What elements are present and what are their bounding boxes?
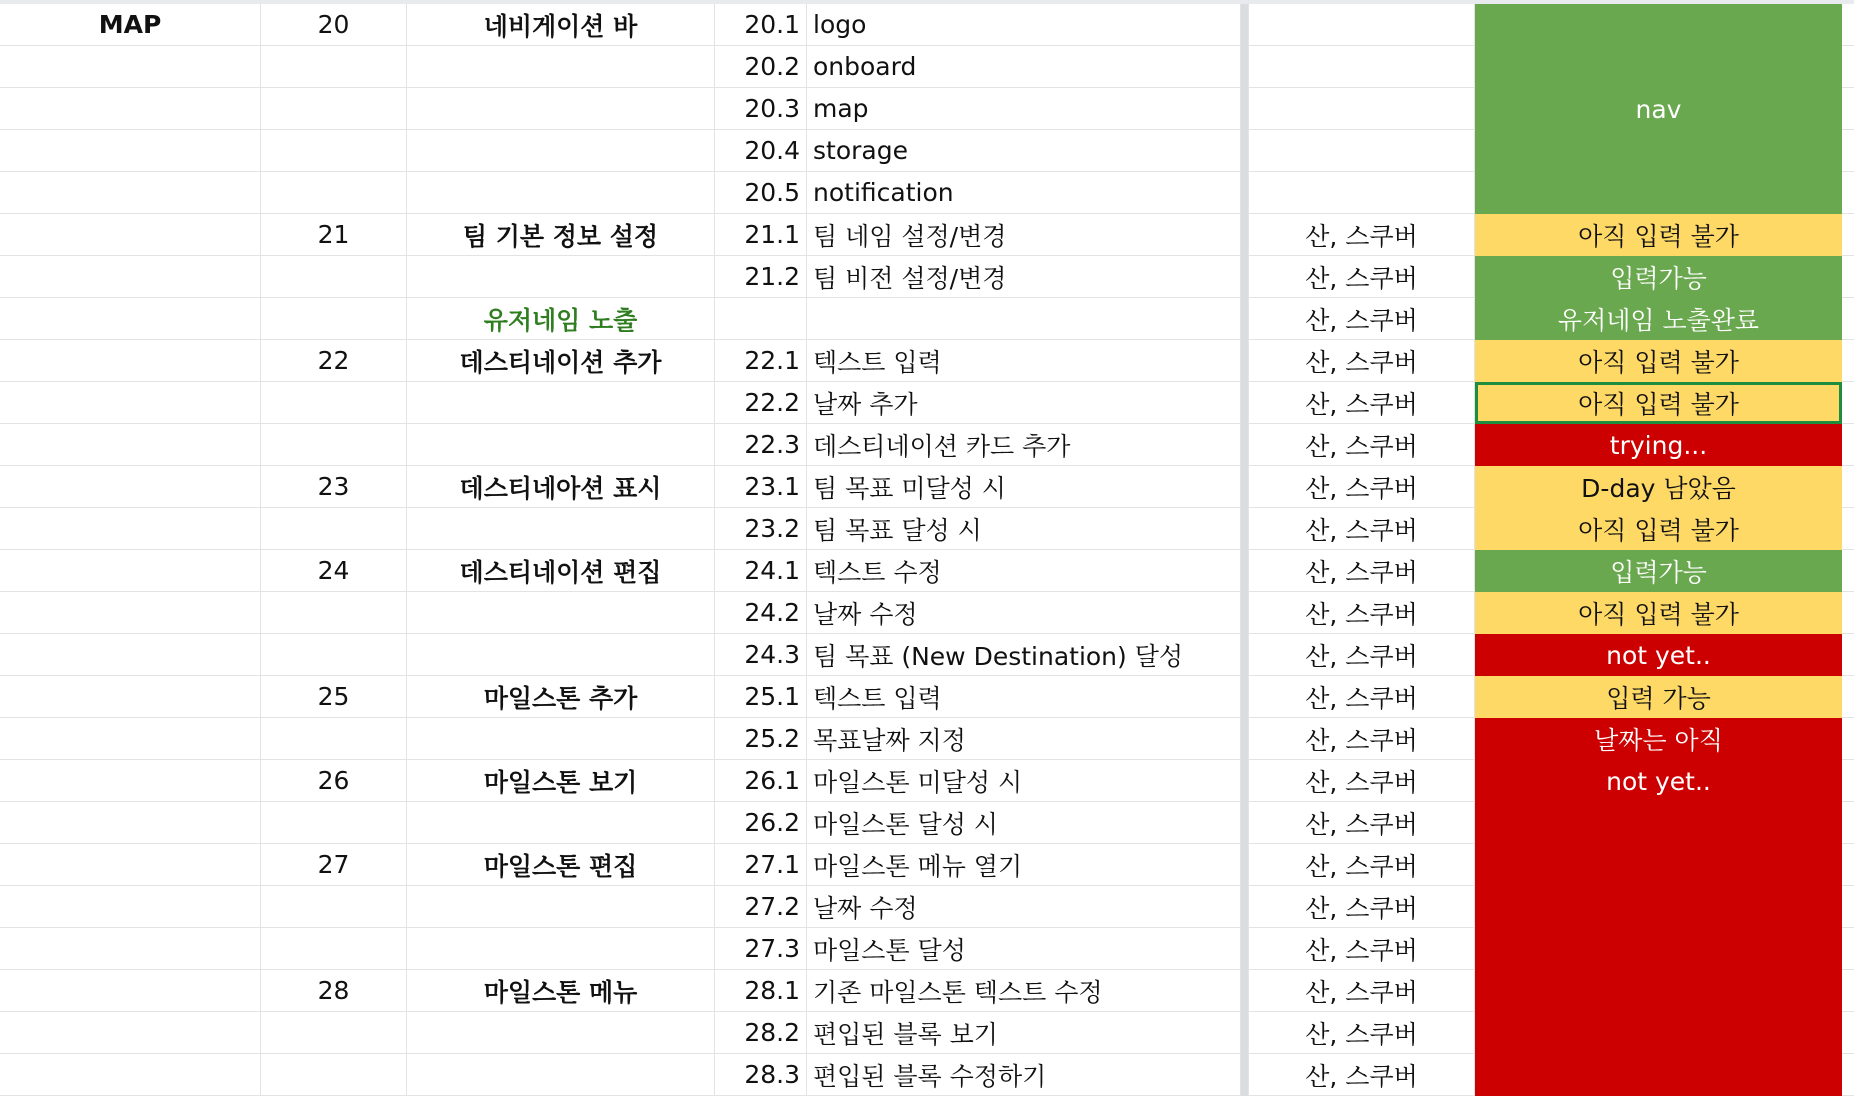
cell-number[interactable] [261,634,407,676]
cell-empty[interactable] [1842,46,1854,88]
cell-status[interactable] [1475,802,1842,844]
cell-feature[interactable]: 데스티네아션 표시 [407,466,715,508]
cell-status[interactable]: 아직 입력 불가 [1475,508,1842,550]
cell-number[interactable] [261,1012,407,1054]
cell-assignee[interactable]: 산, 스쿠버 [1249,214,1475,256]
cell-sub-feature[interactable]: 편입된 블록 수정하기 [807,1054,1241,1096]
table-row [0,1012,1854,1054]
cell-empty[interactable] [1842,928,1854,970]
table-row [0,1054,1854,1096]
cell-status[interactable]: 입력 가능 [1475,676,1842,718]
cell-status[interactable] [1475,130,1842,172]
cell-assignee[interactable]: 산, 스쿠버 [1249,760,1475,802]
cell-section[interactable] [0,508,261,550]
cell-status[interactable] [1475,970,1842,1012]
frozen-divider [1241,4,1249,46]
cell-sub-number[interactable]: 24.2 [715,592,807,634]
cell-assignee[interactable]: 산, 스쿠버 [1249,970,1475,1012]
cell-sub-number[interactable]: 28.2 [715,1012,807,1054]
cell-section[interactable] [0,592,261,634]
cell-number[interactable] [261,172,407,214]
cell-number[interactable] [261,46,407,88]
cell-sub-feature[interactable]: 마일스톤 달성 [807,928,1241,970]
cell-assignee[interactable]: 산, 스쿠버 [1249,676,1475,718]
cell-feature[interactable] [407,508,715,550]
cell-sub-number[interactable]: 24.1 [715,550,807,592]
cell-assignee[interactable]: 산, 스쿠버 [1249,298,1475,340]
table-row [0,340,1854,382]
cell-sub-feature[interactable]: 텍스트 입력 [807,340,1241,382]
cell-empty[interactable] [1842,172,1854,214]
cell-empty[interactable] [1842,88,1854,130]
cell-sub-number[interactable]: 20.1 [715,4,807,46]
cell-empty[interactable] [1842,424,1854,466]
cell-empty[interactable] [1842,634,1854,676]
cell-section[interactable] [0,886,261,928]
cell-sub-number[interactable]: 25.2 [715,718,807,760]
cell-section[interactable] [0,340,261,382]
cell-section[interactable] [0,760,261,802]
cell-assignee[interactable]: 산, 스쿠버 [1249,256,1475,298]
frozen-divider [1241,508,1249,550]
cell-feature[interactable] [407,88,715,130]
cell-feature[interactable]: 데스티네이션 편집 [407,550,715,592]
frozen-divider [1241,592,1249,634]
cell-status[interactable]: 아직 입력 불가 [1475,592,1842,634]
frozen-divider [1241,382,1249,424]
frozen-divider [1241,760,1249,802]
cell-feature[interactable]: 팀 기본 정보 설정 [407,214,715,256]
cell-feature[interactable] [407,424,715,466]
cell-feature[interactable]: 데스티네이션 추가 [407,340,715,382]
cell-section[interactable] [0,634,261,676]
frozen-divider [1241,970,1249,1012]
frozen-divider [1241,802,1249,844]
cell-feature[interactable] [407,886,715,928]
cell-empty[interactable] [1842,508,1854,550]
frozen-divider [1241,886,1249,928]
table-row [0,298,1854,340]
cell-feature[interactable] [407,634,715,676]
cell-status[interactable] [1475,1054,1842,1096]
cell-number[interactable]: 28 [261,970,407,1012]
cell-status[interactable]: 아직 입력 불가 [1475,340,1842,382]
cell-assignee[interactable]: 산, 스쿠버 [1249,634,1475,676]
cell-sub-feature[interactable]: 팀 비전 설정/변경 [807,256,1241,298]
cell-sub-feature[interactable]: 텍스트 입력 [807,676,1241,718]
cell-sub-feature[interactable]: 마일스톤 달성 시 [807,802,1241,844]
cell-status[interactable]: not yet.. [1475,760,1842,802]
cell-sub-feature[interactable]: 팀 목표 미달성 시 [807,466,1241,508]
table-row [0,676,1854,718]
cell-sub-feature[interactable]: logo [807,4,1241,46]
cell-empty[interactable] [1842,676,1854,718]
frozen-divider [1241,88,1249,130]
frozen-divider [1241,550,1249,592]
cell-assignee[interactable]: 산, 스쿠버 [1249,844,1475,886]
frozen-divider [1241,340,1249,382]
frozen-divider [1241,46,1249,88]
cell-empty[interactable] [1842,970,1854,1012]
cell-empty[interactable] [1842,592,1854,634]
cell-sub-number[interactable]: 24.3 [715,634,807,676]
cell-feature[interactable]: 마일스톤 편집 [407,844,715,886]
frozen-divider [1241,424,1249,466]
cell-sub-number[interactable]: 21.2 [715,256,807,298]
cell-number[interactable]: 23 [261,466,407,508]
cell-assignee[interactable]: 산, 스쿠버 [1249,802,1475,844]
cell-number[interactable] [261,886,407,928]
cell-status[interactable]: 유저네임 노출완료 [1475,298,1842,340]
cell-number[interactable]: 25 [261,676,407,718]
frozen-divider [1241,130,1249,172]
cell-section[interactable] [0,382,261,424]
cell-sub-feature[interactable]: onboard [807,46,1241,88]
cell-number[interactable]: 27 [261,844,407,886]
cell-assignee[interactable]: 산, 스쿠버 [1249,1012,1475,1054]
cell-sub-number[interactable]: 23.2 [715,508,807,550]
cell-status[interactable] [1475,4,1842,46]
cell-assignee[interactable] [1249,172,1475,214]
table-row [0,760,1854,802]
cell-status[interactable] [1475,46,1842,88]
cell-number[interactable] [261,424,407,466]
cell-empty[interactable] [1842,886,1854,928]
cell-empty[interactable] [1842,802,1854,844]
cell-feature[interactable] [407,256,715,298]
cell-status[interactable]: 입력가능 [1475,256,1842,298]
cell-status[interactable]: 아직 입력 불가 [1475,214,1842,256]
table-row [0,634,1854,676]
cell-sub-number[interactable]: 22.3 [715,424,807,466]
cell-assignee[interactable]: 산, 스쿠버 [1249,1054,1475,1096]
cell-feature[interactable] [407,1012,715,1054]
cell-number[interactable] [261,592,407,634]
cell-sub-number[interactable]: 20.2 [715,46,807,88]
cell-feature[interactable] [407,928,715,970]
cell-section[interactable] [0,676,261,718]
cell-feature[interactable]: 네비게이션 바 [407,4,715,46]
cell-section[interactable] [0,1054,261,1096]
table-row [0,214,1854,256]
cell-number[interactable] [261,88,407,130]
cell-assignee[interactable]: 산, 스쿠버 [1249,466,1475,508]
cell-section[interactable] [0,46,261,88]
cell-feature[interactable] [407,172,715,214]
cell-empty[interactable] [1842,466,1854,508]
cell-number[interactable] [261,802,407,844]
table-row [0,256,1854,298]
cell-assignee[interactable]: 산, 스쿠버 [1249,550,1475,592]
cell-feature[interactable]: 마일스톤 보기 [407,760,715,802]
cell-sub-feature[interactable]: 목표날짜 지정 [807,718,1241,760]
cell-sub-feature[interactable]: 날짜 추가 [807,382,1241,424]
frozen-divider [1241,172,1249,214]
cell-sub-feature[interactable]: 팀 목표 (New Destination) 달성 [807,634,1241,676]
cell-feature[interactable]: 유저네임 노출 [407,298,715,340]
cell-empty[interactable] [1842,130,1854,172]
cell-number[interactable] [261,928,407,970]
cell-sub-number[interactable]: 26.1 [715,760,807,802]
cell-sub-number[interactable]: 25.1 [715,676,807,718]
table-row [0,424,1854,466]
cell-status[interactable] [1475,172,1842,214]
cell-sub-feature[interactable]: notification [807,172,1241,214]
cell-empty[interactable] [1842,340,1854,382]
cell-section[interactable] [0,424,261,466]
frozen-divider [1241,928,1249,970]
cell-sub-number[interactable]: 28.3 [715,1054,807,1096]
cell-number[interactable] [261,508,407,550]
cell-assignee[interactable] [1249,130,1475,172]
cell-assignee[interactable] [1249,46,1475,88]
cell-empty[interactable] [1842,718,1854,760]
cell-empty[interactable] [1842,298,1854,340]
cell-sub-number[interactable]: 20.4 [715,130,807,172]
cell-sub-number[interactable]: 20.5 [715,172,807,214]
cell-section[interactable]: MAP [0,4,261,46]
table-row [0,4,1854,46]
table-row [0,130,1854,172]
cell-assignee[interactable]: 산, 스쿠버 [1249,508,1475,550]
frozen-divider [1241,634,1249,676]
cell-assignee[interactable] [1249,88,1475,130]
cell-assignee[interactable]: 산, 스쿠버 [1249,928,1475,970]
cell-section[interactable] [0,466,261,508]
cell-sub-number[interactable]: 27.1 [715,844,807,886]
cell-number[interactable] [261,1054,407,1096]
cell-status[interactable] [1475,1012,1842,1054]
cell-sub-number[interactable] [715,298,807,340]
cell-empty[interactable] [1842,844,1854,886]
cell-empty[interactable] [1842,1054,1854,1096]
table-row [0,88,1854,130]
cell-status[interactable]: 입력가능 [1475,550,1842,592]
table-row [0,550,1854,592]
frozen-divider [1241,676,1249,718]
cell-feature[interactable] [407,718,715,760]
cell-sub-number[interactable]: 27.2 [715,886,807,928]
table-row [0,592,1854,634]
cell-status[interactable]: trying... [1475,424,1842,466]
cell-sub-number[interactable]: 22.1 [715,340,807,382]
cell-sub-feature[interactable] [807,298,1241,340]
cell-sub-number[interactable]: 21.1 [715,214,807,256]
cell-number[interactable]: 26 [261,760,407,802]
cell-status[interactable] [1475,928,1842,970]
cell-number[interactable]: 20 [261,4,407,46]
cell-sub-feature[interactable]: 데스티네이션 카드 추가 [807,424,1241,466]
table-row [0,802,1854,844]
cell-assignee[interactable]: 산, 스쿠버 [1249,592,1475,634]
table-row [0,928,1854,970]
cell-assignee[interactable]: 산, 스쿠버 [1249,886,1475,928]
cell-sub-feature[interactable]: 기존 마일스톤 텍스트 수정 [807,970,1241,1012]
cell-assignee[interactable]: 산, 스쿠버 [1249,718,1475,760]
cell-empty[interactable] [1842,550,1854,592]
table-row [0,46,1854,88]
cell-feature[interactable] [407,802,715,844]
cell-assignee[interactable]: 산, 스쿠버 [1249,424,1475,466]
cell-status[interactable]: 아직 입력 불가 [1475,382,1842,424]
frozen-divider [1241,1012,1249,1054]
cell-feature[interactable] [407,382,715,424]
cell-sub-feature[interactable]: 마일스톤 메뉴 열기 [807,844,1241,886]
cell-number[interactable]: 24 [261,550,407,592]
cell-status[interactable]: not yet.. [1475,634,1842,676]
cell-section[interactable] [0,88,261,130]
cell-sub-number[interactable]: 20.3 [715,88,807,130]
cell-sub-feature[interactable]: map [807,88,1241,130]
cell-number[interactable]: 21 [261,214,407,256]
cell-section[interactable] [0,298,261,340]
cell-section[interactable] [0,928,261,970]
cell-empty[interactable] [1842,4,1854,46]
cell-assignee[interactable]: 산, 스쿠버 [1249,340,1475,382]
cell-section[interactable] [0,844,261,886]
cell-section[interactable] [0,256,261,298]
cell-sub-feature[interactable]: storage [807,130,1241,172]
frozen-divider [1241,718,1249,760]
frozen-divider [1241,256,1249,298]
cell-sub-feature[interactable]: 편입된 블록 보기 [807,1012,1241,1054]
cell-number[interactable] [261,382,407,424]
cell-number[interactable] [261,256,407,298]
cell-feature[interactable] [407,130,715,172]
cell-empty[interactable] [1842,760,1854,802]
cell-feature[interactable] [407,46,715,88]
cell-section[interactable] [0,802,261,844]
cell-status[interactable] [1475,844,1842,886]
table-row [0,382,1854,424]
table-row [0,970,1854,1012]
cell-sub-number[interactable]: 26.2 [715,802,807,844]
cell-section[interactable] [0,214,261,256]
frozen-divider [1241,214,1249,256]
cell-status[interactable] [1475,886,1842,928]
cell-assignee[interactable] [1249,4,1475,46]
cell-sub-feature[interactable]: 팀 네임 설정/변경 [807,214,1241,256]
cell-section[interactable] [0,172,261,214]
cell-section[interactable] [0,550,261,592]
cell-empty[interactable] [1842,214,1854,256]
frozen-divider [1241,1054,1249,1096]
table-row [0,886,1854,928]
cell-assignee[interactable]: 산, 스쿠버 [1249,382,1475,424]
cell-number[interactable] [261,298,407,340]
cell-sub-feature[interactable]: 날짜 수정 [807,886,1241,928]
frozen-divider [1241,298,1249,340]
cell-sub-feature[interactable]: 날짜 수정 [807,592,1241,634]
table-row [0,844,1854,886]
cell-section[interactable] [0,970,261,1012]
cell-number[interactable] [261,718,407,760]
cell-feature[interactable]: 마일스톤 추가 [407,676,715,718]
frozen-divider [1241,466,1249,508]
cell-feature[interactable]: 마일스톤 메뉴 [407,970,715,1012]
cell-sub-number[interactable]: 27.3 [715,928,807,970]
frozen-divider [1241,844,1249,886]
cell-sub-number[interactable]: 22.2 [715,382,807,424]
cell-sub-feature[interactable]: 마일스톤 미달성 시 [807,760,1241,802]
cell-status[interactable]: D-day 남았음 [1475,466,1842,508]
cell-empty[interactable] [1842,1012,1854,1054]
cell-status[interactable]: 날짜는 아직 [1475,718,1842,760]
cell-section[interactable] [0,718,261,760]
cell-status[interactable]: nav [1475,88,1842,130]
table-row [0,718,1854,760]
cell-feature[interactable] [407,592,715,634]
table-row [0,508,1854,550]
cell-section[interactable] [0,1012,261,1054]
cell-sub-feature[interactable]: 텍스트 수정 [807,550,1241,592]
cell-number[interactable]: 22 [261,340,407,382]
cell-empty[interactable] [1842,382,1854,424]
cell-sub-number[interactable]: 23.1 [715,466,807,508]
cell-empty[interactable] [1842,256,1854,298]
cell-feature[interactable] [407,1054,715,1096]
cell-sub-feature[interactable]: 팀 목표 달성 시 [807,508,1241,550]
table-row [0,172,1854,214]
cell-number[interactable] [261,130,407,172]
cell-section[interactable] [0,130,261,172]
cell-sub-number[interactable]: 28.1 [715,970,807,1012]
table-row [0,466,1854,508]
